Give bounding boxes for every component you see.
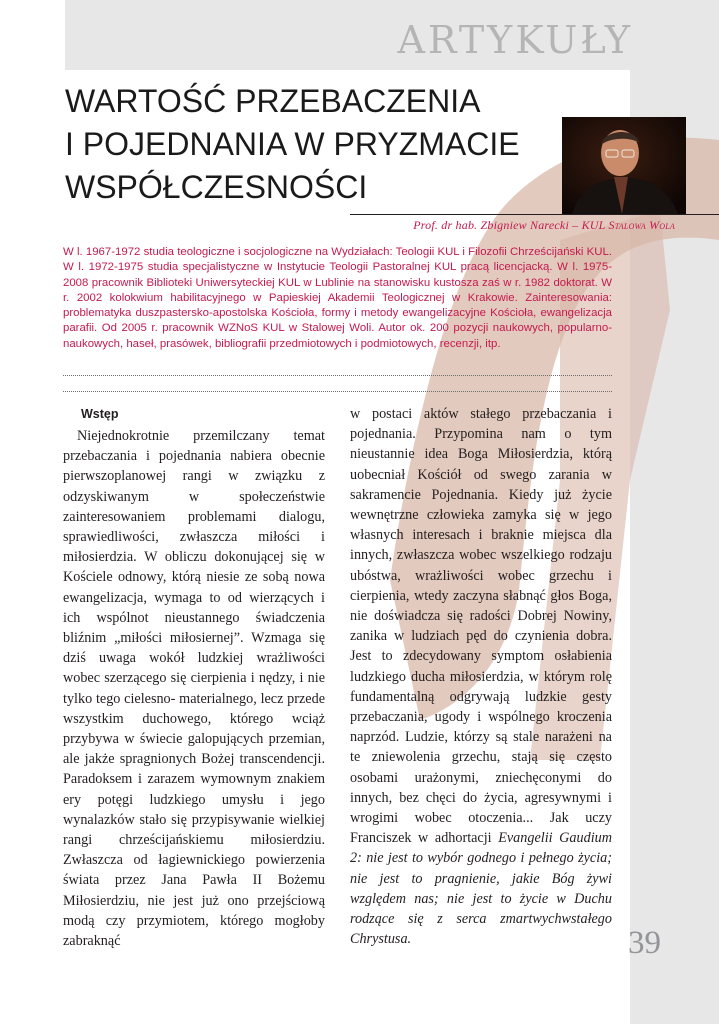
text-column-right — [350, 404, 612, 949]
body-text: w postaci aktów stałego przebaczania i pojednania. Przypomina nam o tym nieustannie idea Boga Miłosierdzia, którą uobecniał Kościół od swego zarania w sakramencie Pojednania. Kiedy już życie wewnętrzne człowieka zamyka się w jego własnych interesach i braknie miejsca dla innych, zwłaszcza wobec wszelkiego rodzaju ubóstwa, wrażliwości wobec grzechu i cierpienia, wtedy zaczyna słabnąć głos Boga, nie doświadcza się radości Dobrej Nowiny, zanika w ludziach pęd do czynienia dobra. Jest to zdecydowany symptom osłabienia ludzkiego ducha miłosierdzia, w którym rolę fundamentalną odgrywają ludzkie gesty przebaczania, ugody i wspólnego kroczenia naprzód. Ludzie, którzy są stale narażeni na te zniewolenia grzechu, stają się często osobami urażonymi, zniechęconymi do innych, bez chęci do życia, agresywnymi i wrogimi wobec otoczenia... Jak uczy Franciszek w adhortacji — [350, 406, 612, 847]
page-number: 39 — [628, 925, 661, 961]
author-photo — [562, 117, 686, 214]
author-bio: W l. 1967-1972 studia teologiczne i socjologiczne na Wydziałach: Teologii KUL i Filozofii Chrześcijański KUL. W l. 1972-1975 studia specjalistyczne w Instytucie Teologii Pastoralnej KUL pracą licencjacką. W l. 1975-2008 pracownik Biblioteki Uniwersyteckiej KUL w Lublinie na stanowisku kustosza zaś w r. 1982 doktorat. W r. 2002 kolokwium habilitacyjnego w Papieskiej Akademii Teologicznej w Krakowie. Zainteresowania: problematyka duszpastersko-apostolska Kościoła, formy i metody ewangelizacyjne Kościoła, ewangelizacja parafii. Od 2005 r. pracownik WZNoS KUL w Stalowej Woli. Autor ok. 200 pozycji naukowych, popularno-naukowych, haseł, prasówek, bibliografii przedmiotowych i podmiotowych, recenzji, itp. — [63, 246, 612, 350]
intro-heading: Wstęp — [81, 407, 119, 421]
dotted-divider — [63, 375, 612, 376]
title-line-2: I POJEDNANIA W PRYZMACIE — [65, 126, 520, 162]
body-paragraph — [350, 404, 612, 949]
author-place: Stalowa Wola — [608, 218, 675, 232]
body-paragraph: Niejednokrotnie przemilczany temat przebaczania i pojednania nabiera obecnie pierwszoplanowej rangi w związku z odzyskiwanym w społeczeństwie zainteresowaniem problemami dialogu, sprawiedliwości, zwłaszcza miłości i miłosierdzia. W obliczu dokonującej się w Kościele odnowy, którą niesie ze sobą nowa ewangelizacja, wymaga to od wierzących i ich wspólnot nieustannego świadczenia bliźnim „miłości miłosiernej”. Wzmaga się dziś uwaga wokół ludzkiej wrażliwości wobec szerzącego się cierpienia i nędzy, i nie tylko tego cielesno- materialnego, lecz przede wszystkim duchowego, którego wciąż przybywa w świecie galopujących przemian, ale jakże spragnionych Bożej transcendencji. Paradoksem i zarazem wymownym znakiem ery potęgi ludzkiego umysłu i jego wynalazków stało się przypisywanie wielkiej rangi chrześcijańskiemu miłosierdziu. Zwłaszcza od łagiewnickiego powierzenia świata przez Jana Pawła II Bożemu Miłosierdziu, nie jest już ono przejściową modą czy przymiotem, którego mogłoby zabraknąć — [63, 428, 325, 950]
section-label: ARTYKUŁY — [397, 18, 633, 62]
title-line-1: WARTOŚĆ PRZEBACZENIA — [65, 83, 481, 119]
quotation: Evangelii Gaudium 2: nie jest to wybór godnego i pełnego życia; nie jest to pragnienie, jakie Bóg żywi względem nas; nie jest to życie w Duchu rodzące się z serca zmartwychwstałego Chrystusa. — [350, 830, 612, 948]
author-byline — [350, 218, 675, 233]
author-name: Prof. dr hab. Zbigniew Narecki – KUL — [413, 218, 609, 232]
author-rule — [350, 214, 719, 215]
article-title — [65, 80, 545, 209]
dotted-divider — [63, 391, 612, 392]
text-column-left — [63, 404, 325, 951]
title-line-3: WSPÓŁCZESNOŚCI — [65, 169, 368, 205]
